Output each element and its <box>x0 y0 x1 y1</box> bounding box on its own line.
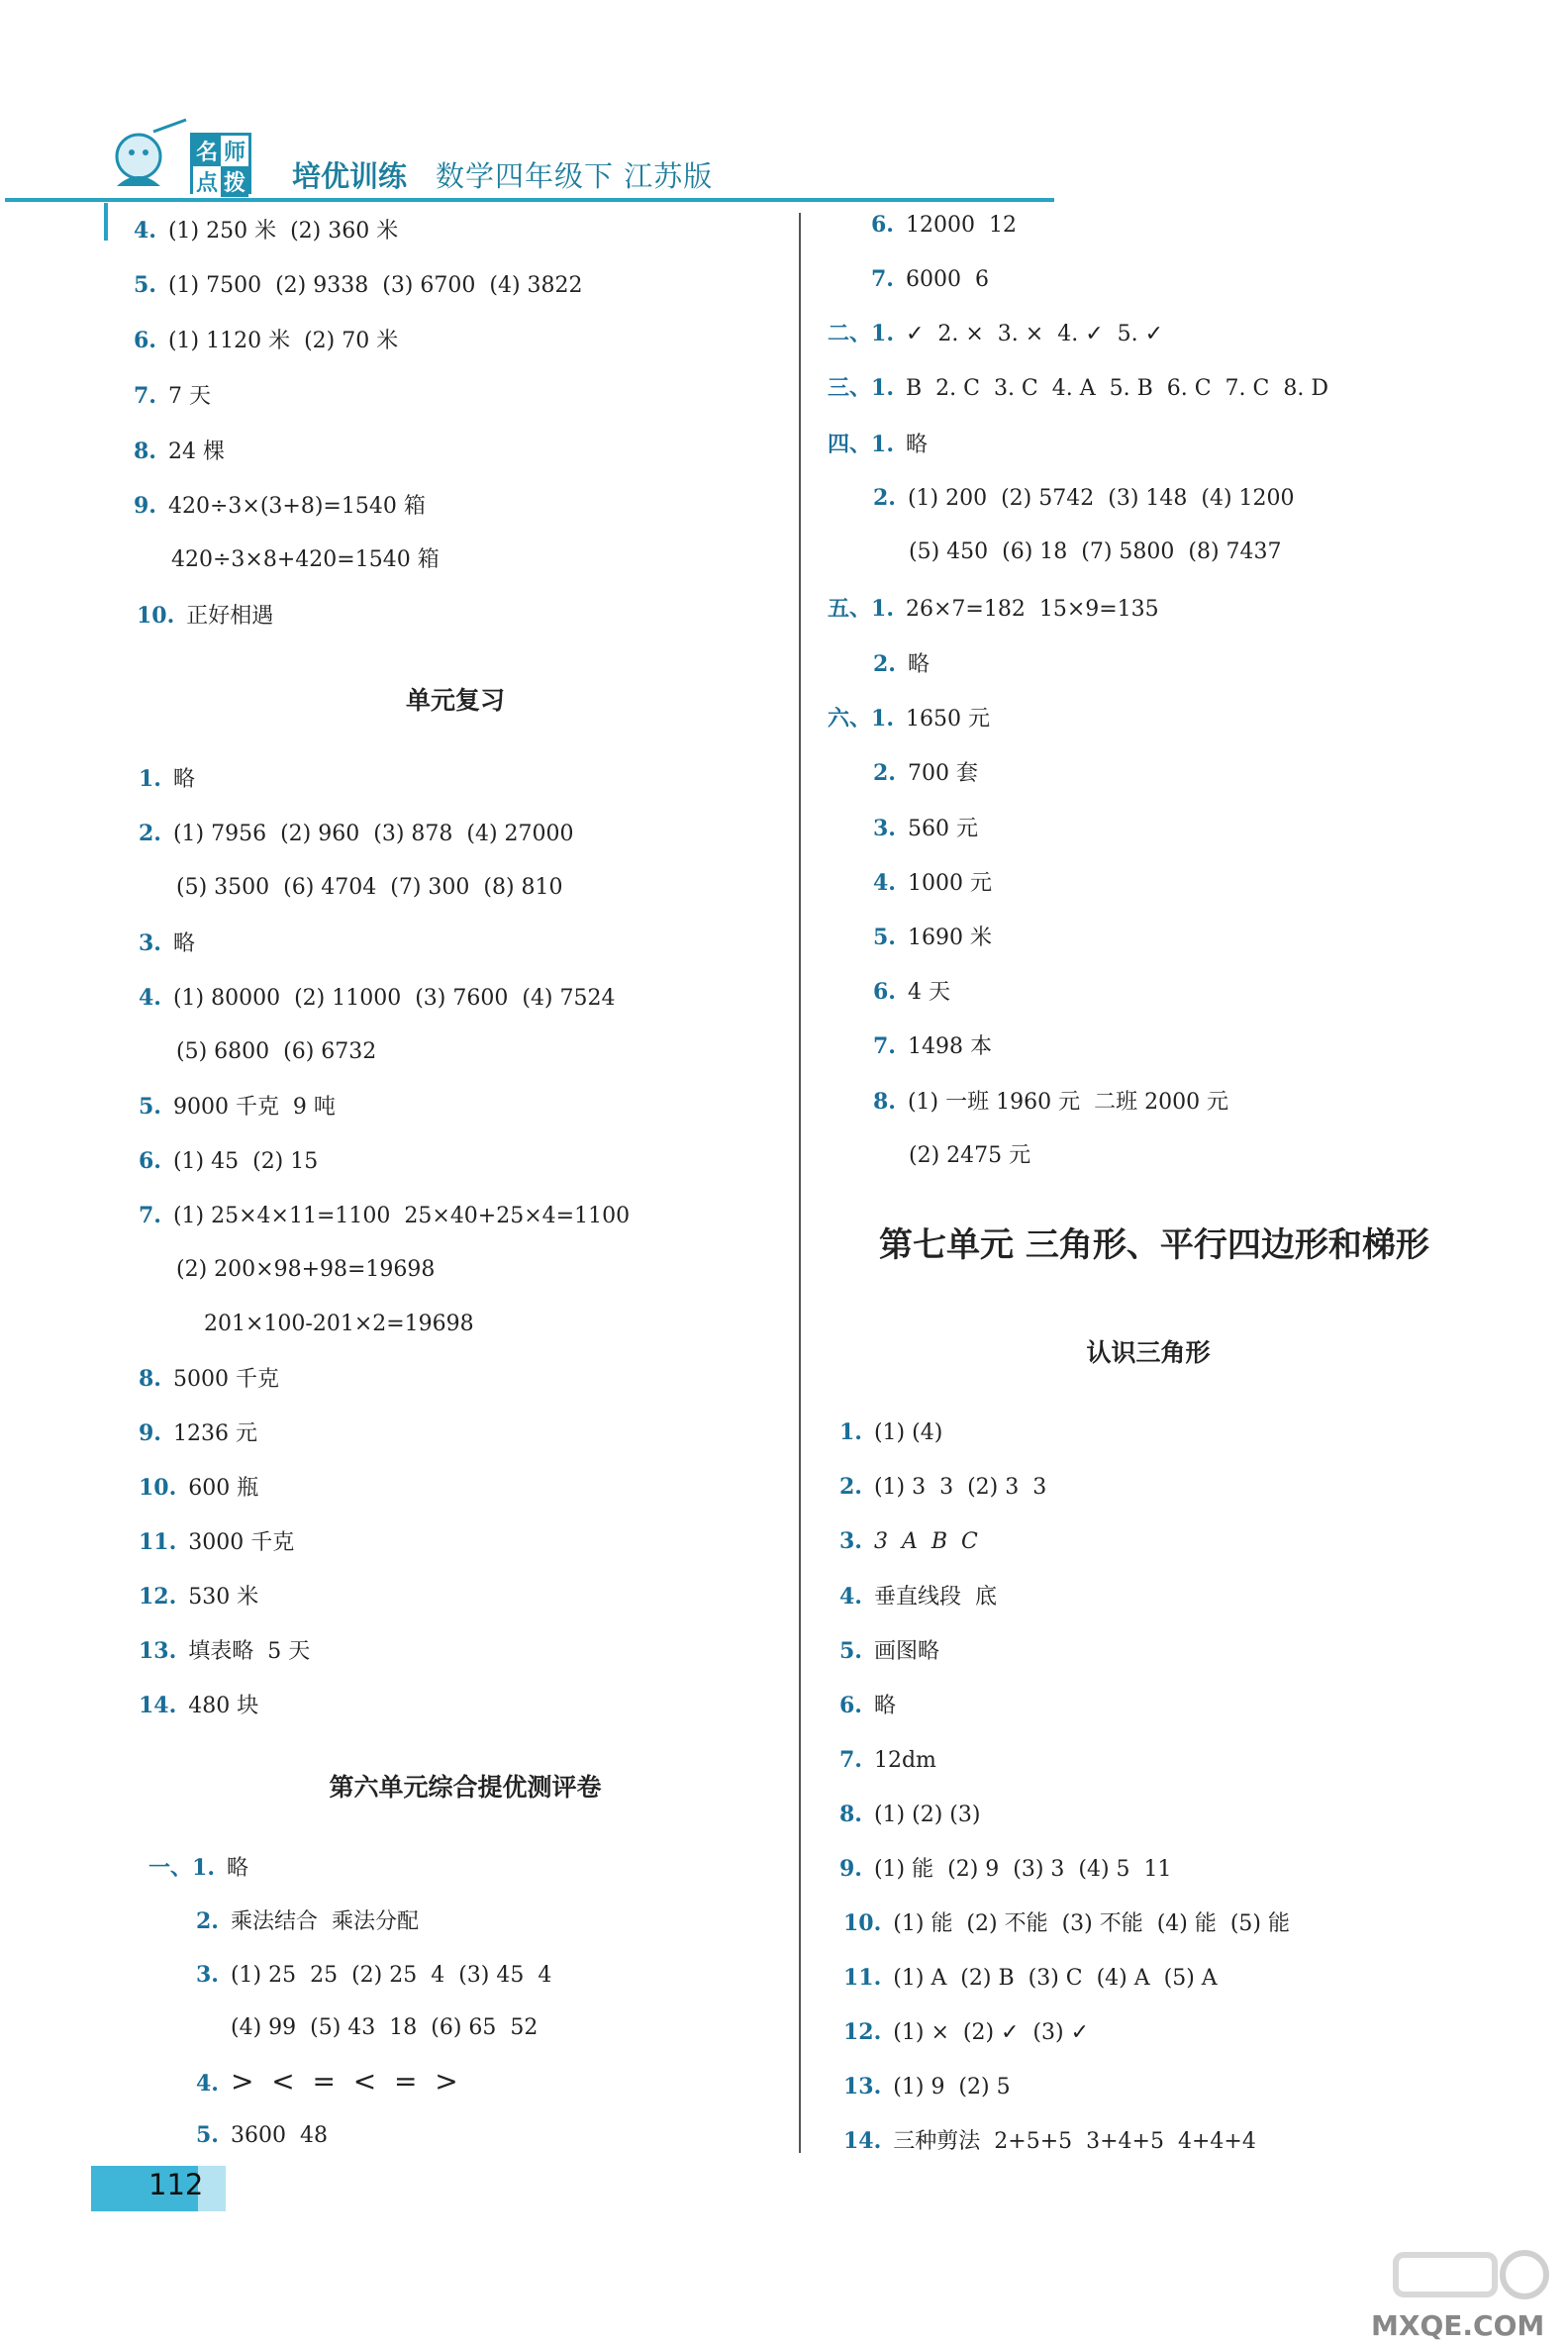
answer-line <box>873 814 978 844</box>
item-number: 4. <box>839 1584 862 1610</box>
item-number: 1. <box>871 706 894 732</box>
item-number: 6. <box>139 1148 161 1174</box>
answer-line <box>843 2072 1011 2102</box>
answer-line <box>873 1087 1228 1118</box>
answer-line <box>843 1963 1218 1994</box>
answer-line <box>176 873 563 903</box>
item-number: 3. <box>196 1962 219 1988</box>
answer-line <box>839 1417 942 1448</box>
item-number: 11. <box>139 1529 177 1555</box>
book-subtitle: 数学四年级下 江苏版 <box>436 159 714 193</box>
answer-text: 乘法结合 乘法分配 <box>230 1909 419 1934</box>
answer-text: 7 天 <box>167 384 211 409</box>
item-number: 4. <box>873 870 896 896</box>
answer-text: 9000 千克 9 吨 <box>172 1095 336 1120</box>
answer-text: (4) 99 (5) 43 18 (6) 65 52 <box>231 2015 539 2040</box>
item-number: 1. <box>871 432 894 457</box>
answer-text: (1) 能 (2) 不能 (3) 不能 (4) 能 (5) 能 <box>893 1911 1291 1936</box>
item-number: 7. <box>134 383 156 409</box>
answer-line <box>839 1691 896 1721</box>
answer-line <box>196 1960 551 1991</box>
answer-line <box>134 270 583 301</box>
answer-text: 530 米 <box>188 1585 259 1610</box>
item-number: 4. <box>134 218 156 244</box>
answer-line <box>176 1255 435 1285</box>
answer-text: (1) 能 (2) 9 (3) 3 (4) 5 11 <box>873 1857 1172 1882</box>
section-number: 一、 <box>148 1855 193 1881</box>
answer-line <box>148 1853 248 1884</box>
answer-line <box>139 1473 258 1504</box>
answer-text: (1) 200 (2) 5742 (3) 148 (4) 1200 <box>907 486 1295 511</box>
answer-text: 4 天 <box>907 980 950 1005</box>
answer-text: 1690 米 <box>907 926 992 950</box>
answer-text: (1) 7956 (2) 960 (3) 878 (4) 27000 <box>172 822 574 846</box>
answer-text: 略 <box>172 931 195 956</box>
answer-line <box>176 1037 376 1067</box>
answer-line <box>828 319 1163 349</box>
badge-char: 拨 <box>221 166 248 197</box>
item-number: 13. <box>843 2074 882 2099</box>
answer-line <box>139 983 616 1014</box>
item-number: 6. <box>873 979 896 1005</box>
answer-line <box>139 1582 258 1612</box>
page-number: 112 <box>148 2168 204 2201</box>
item-number: 2. <box>839 1474 862 1500</box>
answer-text: (1) 25 25 (2) 25 4 (3) 45 4 <box>230 1963 552 1988</box>
item-number: 9. <box>139 1420 161 1446</box>
item-number: 5. <box>139 1094 161 1120</box>
item-number: 7. <box>139 1203 161 1228</box>
answer-text: (1) 25×4×11=1100 25×40+25×4=1100 <box>172 1204 631 1228</box>
item-number: 8. <box>134 439 156 464</box>
answer-text: (5) 3500 (6) 4704 (7) 300 (8) 810 <box>176 875 563 900</box>
item-number: 6. <box>871 212 894 238</box>
answer-line <box>139 1364 279 1395</box>
item-number: 7. <box>873 1033 896 1059</box>
answer-text: 700 套 <box>907 761 978 786</box>
answer-text: 1236 元 <box>172 1421 257 1446</box>
item-number: 14. <box>843 2128 882 2154</box>
answer-text: (1) 80000 (2) 11000 (3) 7600 (4) 7524 <box>172 986 616 1011</box>
answer-text: 26×7=182 15×9=135 <box>905 597 1159 622</box>
item-number: 1. <box>139 766 161 792</box>
answer-text: 3 A B C <box>873 1529 978 1554</box>
answer-text: 正好相遇 <box>186 604 274 629</box>
section-heading-test: 第六单元综合提优测评卷 <box>329 1773 602 1802</box>
answer-text: 3600 48 <box>230 2123 328 2148</box>
header-rule-tick <box>104 203 108 241</box>
item-number: 7. <box>839 1747 862 1773</box>
item-number: 12. <box>139 1584 177 1610</box>
column-divider <box>799 213 801 2153</box>
answer-line <box>873 923 992 953</box>
answer-line <box>139 1418 257 1449</box>
answer-line <box>139 928 195 959</box>
section-heading-review: 单元复习 <box>405 686 505 715</box>
answer-text: > < = < = > <box>230 2065 458 2098</box>
item-number: 9. <box>134 493 156 519</box>
item-number: 7. <box>871 266 894 292</box>
answer-text: 略 <box>873 1694 896 1718</box>
answer-text: 略 <box>905 433 928 457</box>
book-brand: 培优训练 <box>292 159 408 193</box>
answer-text: 560 元 <box>907 817 978 841</box>
answer-line <box>873 649 930 680</box>
answer-text: (1) × (2) ✓ (3) ✓ <box>893 2020 1090 2045</box>
answer-line <box>139 764 195 795</box>
answer-text: (5) 450 (6) 18 (7) 5800 (8) 7437 <box>909 539 1282 564</box>
item-number: 3. <box>839 1528 862 1554</box>
answer-text: 6000 6 <box>905 267 989 292</box>
answer-line <box>134 437 225 467</box>
answer-line <box>873 1031 992 1062</box>
answer-text: (1) 45 (2) 15 <box>172 1149 319 1174</box>
answer-line <box>828 373 1328 404</box>
item-number: 5. <box>839 1638 862 1664</box>
answer-line <box>828 704 990 734</box>
answer-line <box>139 1636 310 1667</box>
item-number: 9. <box>839 1856 862 1882</box>
answer-text: 填表略 5 天 <box>188 1639 311 1664</box>
item-number: 10. <box>843 1910 882 1936</box>
answer-line <box>139 1691 258 1721</box>
item-number: 1. <box>871 375 894 401</box>
answer-text: (1) A (2) B (3) C (4) A (5) A <box>893 1966 1218 1991</box>
answer-text: 420÷3×(3+8)=1540 箱 <box>167 494 426 519</box>
answer-line <box>839 1526 978 1557</box>
item-number: 1. <box>871 321 894 346</box>
answer-text: 1498 本 <box>907 1034 992 1059</box>
answer-line <box>839 1745 936 1776</box>
item-number: 2. <box>196 1908 219 1934</box>
answer-line <box>134 381 211 412</box>
item-number: 11. <box>843 1965 882 1991</box>
answer-text: (1) (2) (3) <box>873 1803 981 1827</box>
item-number: 3. <box>139 930 161 956</box>
answer-text: 略 <box>172 767 195 792</box>
answer-line <box>139 1527 294 1558</box>
item-number: 14. <box>139 1693 177 1718</box>
answer-line <box>873 868 992 899</box>
badge-char: 点 <box>193 166 221 197</box>
badge-char: 名 <box>193 136 221 166</box>
item-number: 12. <box>843 2019 882 2045</box>
answer-text: (1) 7500 (2) 9338 (3) 6700 (4) 3822 <box>167 273 583 298</box>
answer-text: (1) 1120 米 (2) 70 米 <box>167 329 399 353</box>
answer-line <box>839 1854 1172 1885</box>
answer-line <box>843 2017 1089 2048</box>
unit-title: 第七单元 三角形、平行四边形和梯形 <box>879 1225 1429 1265</box>
answer-line <box>873 483 1295 514</box>
answer-line <box>134 216 398 246</box>
answer-line <box>139 1146 318 1177</box>
answer-line <box>176 1310 474 1339</box>
answer-text: (5) 6800 (6) 6732 <box>176 1039 377 1064</box>
answer-line <box>839 1636 939 1667</box>
item-number: 8. <box>839 1802 862 1827</box>
answer-text: 1650 元 <box>905 707 990 732</box>
item-number: 6. <box>839 1693 862 1718</box>
answer-text: 5000 千克 <box>172 1367 279 1392</box>
answer-line <box>873 977 950 1008</box>
answer-text: (2) 200×98+98=19698 <box>176 1257 436 1282</box>
answer-text: 3000 千克 <box>188 1530 295 1555</box>
item-number: 4. <box>196 2071 219 2097</box>
item-number: 10. <box>139 1475 177 1501</box>
answer-line <box>196 1906 419 1937</box>
answer-line <box>839 1472 1046 1503</box>
answer-text: 600 瓶 <box>188 1476 259 1501</box>
answer-line <box>843 1908 1290 1939</box>
item-number: 1. <box>192 1855 215 1881</box>
answer-line <box>196 2120 328 2151</box>
answer-text: 垂直线段 底 <box>873 1585 997 1610</box>
badge-char: 师 <box>221 136 248 166</box>
answer-line <box>873 758 978 789</box>
answer-line <box>137 601 273 632</box>
item-number: 6. <box>134 328 156 353</box>
answer-text: 略 <box>226 1856 248 1881</box>
answer-text: 201×100-201×2=19698 <box>176 1312 474 1336</box>
item-number: 1. <box>839 1419 862 1445</box>
answer-line <box>871 210 1017 241</box>
answer-text: 三种剪法 2+5+5 3+4+5 4+4+4 <box>893 2129 1256 2154</box>
item-number: 10. <box>137 603 175 629</box>
answer-line <box>909 1141 1030 1171</box>
mascot-logo <box>99 117 190 198</box>
answer-text: (1) 一班 1960 元 二班 2000 元 <box>907 1090 1229 1115</box>
item-number: 5. <box>196 2122 219 2148</box>
answer-text: 画图略 <box>873 1639 939 1664</box>
answer-text: 略 <box>907 652 930 677</box>
answer-text: (1) (4) <box>873 1420 943 1445</box>
answer-line <box>828 594 1159 625</box>
item-number: 8. <box>873 1089 896 1115</box>
answer-text: 480 块 <box>188 1694 259 1718</box>
item-number: 5. <box>134 272 156 298</box>
section-number: 六、 <box>828 706 872 732</box>
item-number: 8. <box>139 1366 161 1392</box>
answer-line <box>839 1800 980 1830</box>
answer-line <box>139 1201 630 1231</box>
answer-line <box>871 264 989 295</box>
answer-line <box>843 2126 1256 2157</box>
answer-line <box>134 326 398 356</box>
item-number: 4. <box>139 985 161 1011</box>
answer-text: 420÷3×8+420=1540 箱 <box>171 547 440 572</box>
answer-line <box>839 1582 997 1612</box>
header-rule <box>5 198 1054 202</box>
answer-line <box>909 537 1282 567</box>
answer-text: 1000 元 <box>907 871 992 896</box>
answer-line <box>139 1092 336 1123</box>
answer-line <box>171 545 440 575</box>
section-number: 三、 <box>828 375 872 401</box>
answer-line <box>196 2067 458 2099</box>
answer-line <box>139 819 574 849</box>
answer-text: 12000 12 <box>905 213 1017 238</box>
answer-line <box>134 491 426 522</box>
answer-text: B 2. C 3. C 4. A 5. B 6. C 7. C 8. D <box>905 376 1328 401</box>
section-heading-triangle: 认识三角形 <box>1086 1338 1211 1367</box>
item-number: 1. <box>871 596 894 622</box>
answer-text: 12dm <box>873 1748 936 1773</box>
item-number: 5. <box>873 925 896 950</box>
item-number: 2. <box>873 760 896 786</box>
section-number: 五、 <box>828 596 872 622</box>
item-number: 2. <box>873 651 896 677</box>
item-number: 13. <box>139 1638 177 1664</box>
answer-line <box>231 2013 538 2043</box>
answer-text: (1) 9 (2) 5 <box>893 2075 1011 2099</box>
section-number: 二、 <box>828 321 872 346</box>
section-number: 四、 <box>828 432 872 457</box>
item-number: 3. <box>873 816 896 841</box>
answer-text: (1) 3 3 (2) 3 3 <box>873 1475 1047 1500</box>
answer-text: ✓ 2. × 3. × 4. ✓ 5. ✓ <box>905 322 1164 346</box>
answer-text: 24 棵 <box>167 439 225 464</box>
watermark-url: MXQE.COM <box>1371 2309 1545 2342</box>
item-number: 2. <box>873 485 896 511</box>
answer-line <box>828 430 928 460</box>
item-number: 2. <box>139 821 161 846</box>
famous-teacher-badge <box>190 133 251 194</box>
answer-text: (2) 2475 元 <box>909 1143 1031 1168</box>
answer-text: (1) 250 米 (2) 360 米 <box>167 219 399 244</box>
